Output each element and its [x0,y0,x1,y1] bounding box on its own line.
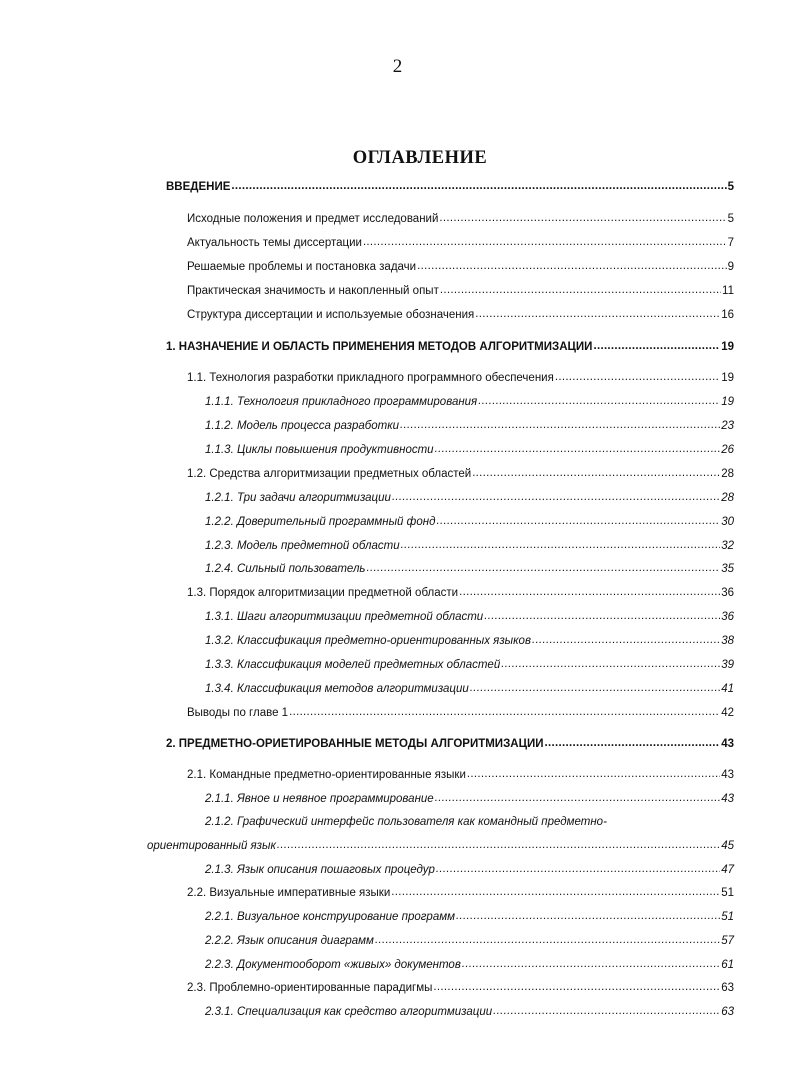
toc-entry[interactable] [187,704,734,722]
toc-section[interactable] [187,884,734,902]
toc-entry-page: 9 [727,261,734,273]
toc-subsection[interactable] [205,608,734,626]
toc-subsection[interactable] [205,861,734,879]
toc-entry-text: Решаемые проблемы и постановка задачи [187,261,417,273]
toc-entry[interactable] [187,210,734,228]
toc-entry-page: 35 [721,563,734,575]
toc-subsection-continuation[interactable] [147,837,734,855]
toc-subsection[interactable] [205,632,734,650]
toc-entry-text: 2.1.3. Язык описания пошаговых процедур [205,864,435,876]
toc-entry-text: 1.1. Технология разработки прикладного программного обеспечения [187,372,554,384]
toc-entry-text: 1.3. Порядок алгоритмизации предметной области [187,587,459,599]
toc-entry-page: 30 [721,516,734,528]
toc-section[interactable] [187,369,734,387]
toc-entry-page: 36 [721,587,734,599]
toc-entry-page: 23 [721,420,734,432]
toc-subsection[interactable] [205,513,734,531]
toc-entry-text: 2.2.1. Визуальное конструирование программ [205,911,455,923]
toc-entry-text: 1.2.3. Модель предметной области [205,540,400,552]
toc-entry-text: Структура диссертации и используемые обозначения [187,309,475,321]
toc-entry-text: 1. НАЗНАЧЕНИЕ И ОБЛАСТЬ ПРИМЕНЕНИЯ МЕТОДОВ АЛГОРИТМИЗАЦИИ [166,341,593,353]
toc-entry-text: Выводы по главе 1 [187,707,289,719]
toc-subsection[interactable] [205,680,734,698]
toc-entry[interactable] [187,282,734,300]
toc-entry-page: 19 [721,396,734,408]
toc-entry-page: 26 [721,444,734,456]
toc-entry-text: 1.2.4. Сильный пользователь [205,563,366,575]
toc-entry-page: 43 [721,738,734,750]
toc-entry-text: 2.3.1. Специализация как средство алгоритмизации [205,1006,493,1018]
toc-entry-page: 63 [721,1006,734,1018]
toc-entry-text: 1.3.1. Шаги алгоритмизации предметной области [205,611,484,623]
toc-entry-text: 2.1.1. Явное и неявное программирование [205,793,434,805]
toc-subsection[interactable] [205,489,734,507]
toc-entry-text: 1.3.4. Классификация методов алгоритмизации [205,683,469,695]
toc-entry-text: 1.1.2. Модель процесса разработки [205,420,400,432]
toc-subsection[interactable] [205,656,734,674]
toc-entry-text: ВВЕДЕНИЕ [166,181,231,193]
toc-entry-page: 16 [721,309,734,321]
toc-entry-text: 1.2.2. Доверительный программный фонд [205,516,436,528]
toc-subsection[interactable] [205,417,734,435]
toc-subsection[interactable] [205,560,734,578]
toc-entry-page: 36 [721,611,734,623]
toc-entry-page: 61 [721,959,734,971]
toc-subsection[interactable] [205,441,734,459]
toc-entry-introduction[interactable] [166,178,734,196]
toc-entry-page: 41 [721,683,734,695]
toc-entry-page: 43 [721,769,734,781]
toc-entry-page: 42 [721,707,734,719]
toc-title: ОГЛАВЛЕНИЕ [352,148,488,168]
toc-entry-page: 5 [727,213,734,225]
toc-entry-page: 39 [721,659,734,671]
toc-entry-page: 19 [721,341,734,353]
toc-entry-page: 28 [721,492,734,504]
toc-entry-page: 19 [721,372,734,384]
toc-entry-text: 2. ПРЕДМЕТНО-ОРИЕТИРОВАННЫЕ МЕТОДЫ АЛГОРИТМИЗАЦИИ [166,738,544,750]
toc-entry-text: 1.1.1. Технология прикладного программирования [205,396,478,408]
toc-entry-text: 2.2.2. Язык описания диаграмм [205,935,374,947]
toc-chapter-1[interactable] [166,338,734,356]
toc-entry-page: 11 [722,285,734,297]
toc-entry-text: 1.2. Средства алгоритмизации предметных областей [187,468,472,480]
toc-entry-text: ориентированный язык [147,840,276,852]
toc-subsection[interactable] [205,1003,734,1021]
toc-entry-page: 51 [721,887,734,899]
toc-chapter-2[interactable] [166,735,734,753]
toc-section[interactable] [187,979,734,997]
toc-entry-text: 2.2.3. Документооборот «живых» документов [205,959,461,971]
toc-entry-text: Актуальность темы диссертации [187,237,362,249]
toc-subsection[interactable] [205,956,734,974]
toc-entry-text: 1.1.3. Циклы повышения продуктивности [205,444,434,456]
toc-entry[interactable] [187,234,734,252]
toc-entry-page: 57 [721,935,734,947]
toc-entry-text: 2.1. Командные предметно-ориентированные языки [187,769,466,781]
toc-entry-page: 43 [721,793,734,805]
toc-entry-page: 47 [721,864,734,876]
toc-entry-page: 45 [721,840,734,852]
toc-entry-text: 2.2. Визуальные императивные языки [187,887,391,899]
toc-entry-text: 1.3.3. Классификация моделей предметных областей [205,659,501,671]
toc-entry-page: 5 [727,181,734,193]
toc-entry-page: 38 [721,635,734,647]
toc-entry[interactable] [187,258,734,276]
toc-entry-page: 63 [721,982,734,994]
toc-entry-text: 1.2.1. Три задачи алгоритмизации [205,492,391,504]
toc-subsection[interactable] [205,393,734,411]
page-number: 2 [392,56,403,77]
toc-entry-text: Практическая значимость и накопленный опыт [187,285,439,297]
toc-entry-page: 28 [721,468,734,480]
toc-entry[interactable] [187,306,734,324]
toc-subsection[interactable] [205,537,734,555]
toc-entry-text: 1.3.2. Классификация предметно-ориентированных языков [205,635,531,647]
toc-section[interactable] [187,465,734,483]
toc-entry-text: Исходные положения и предмет исследований [187,213,439,225]
toc-entry-page: 32 [721,540,734,552]
toc-section[interactable] [187,766,734,784]
toc-section[interactable] [187,584,734,602]
toc-subsection[interactable] [205,908,734,926]
toc-subsection[interactable] [205,932,734,950]
toc-subsection-first-line[interactable]: 2.1.2. Графический интерфейс пользователя как командный предметно- [205,816,607,828]
toc-entry-text: 2.3. Проблемно-ориентированные парадигмы [187,982,433,994]
toc-entry-page: 7 [727,237,734,249]
toc-entry-page: 51 [721,911,734,923]
toc-subsection[interactable] [205,790,734,808]
